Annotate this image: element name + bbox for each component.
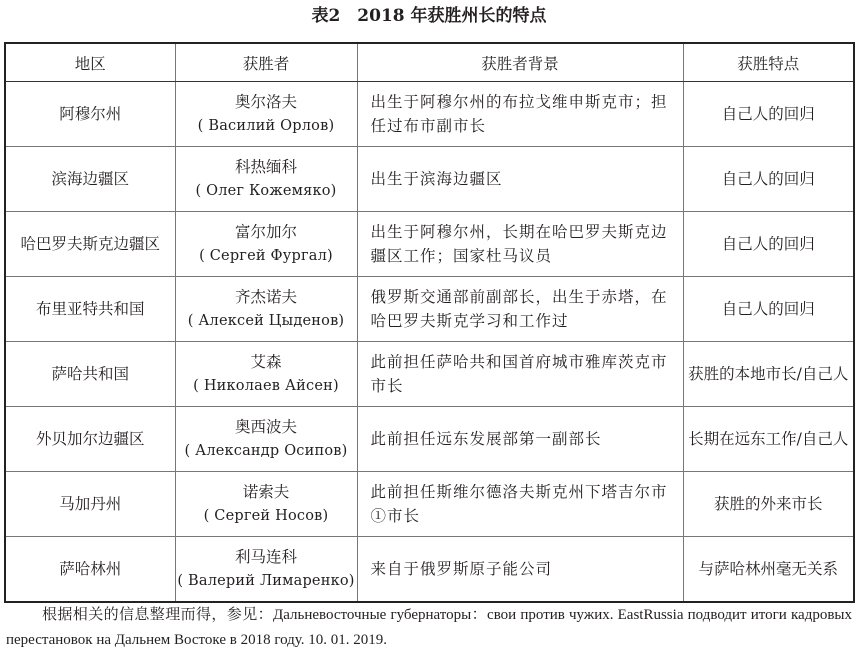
header-background: 获胜者背景 bbox=[357, 43, 683, 82]
winner-name-ru: ( Валерий Лимаренко) bbox=[177, 573, 355, 589]
governors-table bbox=[4, 42, 855, 603]
winner-name-ru: ( Василий Орлов) bbox=[197, 118, 335, 134]
cell-background: 出生于滨海边疆区 bbox=[357, 147, 683, 212]
cell-winner bbox=[175, 147, 357, 212]
cell-feature: 获胜的外来市长 bbox=[683, 472, 854, 537]
cell-region: 外贝加尔边疆区 bbox=[5, 407, 175, 472]
winner-name-cn: 利马连科 bbox=[234, 548, 297, 566]
winner-name-cn: 富尔加尔 bbox=[234, 223, 297, 241]
table-row bbox=[5, 472, 854, 537]
winner-name-cn: 艾森 bbox=[250, 353, 282, 371]
table-row bbox=[5, 407, 854, 472]
winner-name-cn: 科热缅科 bbox=[234, 158, 297, 176]
cell-feature: 自己人的回归 bbox=[683, 277, 854, 342]
cell-background: 此前担任远东发展部第一副部长 bbox=[357, 407, 683, 472]
cell-region: 阿穆尔州 bbox=[5, 82, 175, 147]
table-row bbox=[5, 147, 854, 212]
cell-region: 滨海边疆区 bbox=[5, 147, 175, 212]
header-winner: 获胜者 bbox=[175, 43, 357, 82]
source-note: 根据相关的信息整理而得，参见：Дальневосточные губернаторы：свои против чужих. EastRussia подводит итоги кадровых перестановок на Дальнем Востоке в 2018 году. 10. 01. 2019. bbox=[6, 607, 852, 648]
cell-background: 出生于阿穆尔州，长期在哈巴罗夫斯克边疆区工作；国家杜马议员 bbox=[357, 212, 683, 277]
cell-region: 布里亚特共和国 bbox=[5, 277, 175, 342]
cell-winner bbox=[175, 407, 357, 472]
cell-winner bbox=[175, 212, 357, 277]
winner-name-cn: 奥尔洛夫 bbox=[234, 93, 297, 111]
cell-feature: 自己人的回归 bbox=[683, 82, 854, 147]
winner-name-ru: ( Сергей Носов) bbox=[203, 508, 329, 524]
cell-background: 此前担任斯维尔德洛夫斯克州下塔吉尔市①市长 bbox=[357, 472, 683, 537]
table-title: 表2 2018 年获胜州长的特点 bbox=[311, 6, 547, 26]
cell-region: 萨哈共和国 bbox=[5, 342, 175, 407]
table-row bbox=[5, 537, 854, 603]
winner-name-ru: ( Олег Кожемяко) bbox=[195, 183, 337, 199]
cell-winner bbox=[175, 277, 357, 342]
cell-region: 哈巴罗夫斯克边疆区 bbox=[5, 212, 175, 277]
cell-background: 来自于俄罗斯原子能公司 bbox=[357, 537, 683, 603]
cell-background: 此前担任萨哈共和国首府城市雅库茨克市市长 bbox=[357, 342, 683, 407]
table-row bbox=[5, 82, 854, 147]
cell-winner bbox=[175, 342, 357, 407]
winner-name-ru: ( Александр Осипов) bbox=[184, 443, 348, 459]
header-feature: 获胜特点 bbox=[683, 43, 854, 82]
winner-name-cn: 诺索夫 bbox=[242, 483, 290, 501]
cell-feature: 长期在远东工作/自己人 bbox=[683, 407, 854, 472]
table-row bbox=[5, 212, 854, 277]
winner-name-ru: ( Сергей Фургал) bbox=[199, 248, 333, 264]
cell-region: 萨哈林州 bbox=[5, 537, 175, 603]
cell-winner bbox=[175, 537, 357, 603]
cell-feature: 获胜的本地市长/自己人 bbox=[683, 342, 854, 407]
table-row bbox=[5, 277, 854, 342]
winner-name-ru: ( Николаев Айсен) bbox=[193, 378, 339, 394]
header-region: 地区 bbox=[5, 43, 175, 82]
cell-winner bbox=[175, 82, 357, 147]
cell-feature: 自己人的回归 bbox=[683, 147, 854, 212]
cell-feature: 与萨哈林州毫无关系 bbox=[683, 537, 854, 603]
winner-name-cn: 奥西波夫 bbox=[234, 418, 297, 436]
winner-name-ru: ( Алексей Цыденов) bbox=[187, 313, 345, 329]
table-header-row bbox=[5, 43, 854, 82]
cell-feature: 自己人的回归 bbox=[683, 212, 854, 277]
table-row bbox=[5, 342, 854, 407]
cell-background: 出生于阿穆尔州的布拉戈维申斯克市；担任过布市副市长 bbox=[357, 82, 683, 147]
cell-region: 马加丹州 bbox=[5, 472, 175, 537]
winner-name-cn: 齐杰诺夫 bbox=[234, 288, 297, 306]
cell-background: 俄罗斯交通部前副部长，出生于赤塔，在哈巴罗夫斯克学习和工作过 bbox=[357, 277, 683, 342]
cell-winner bbox=[175, 472, 357, 537]
